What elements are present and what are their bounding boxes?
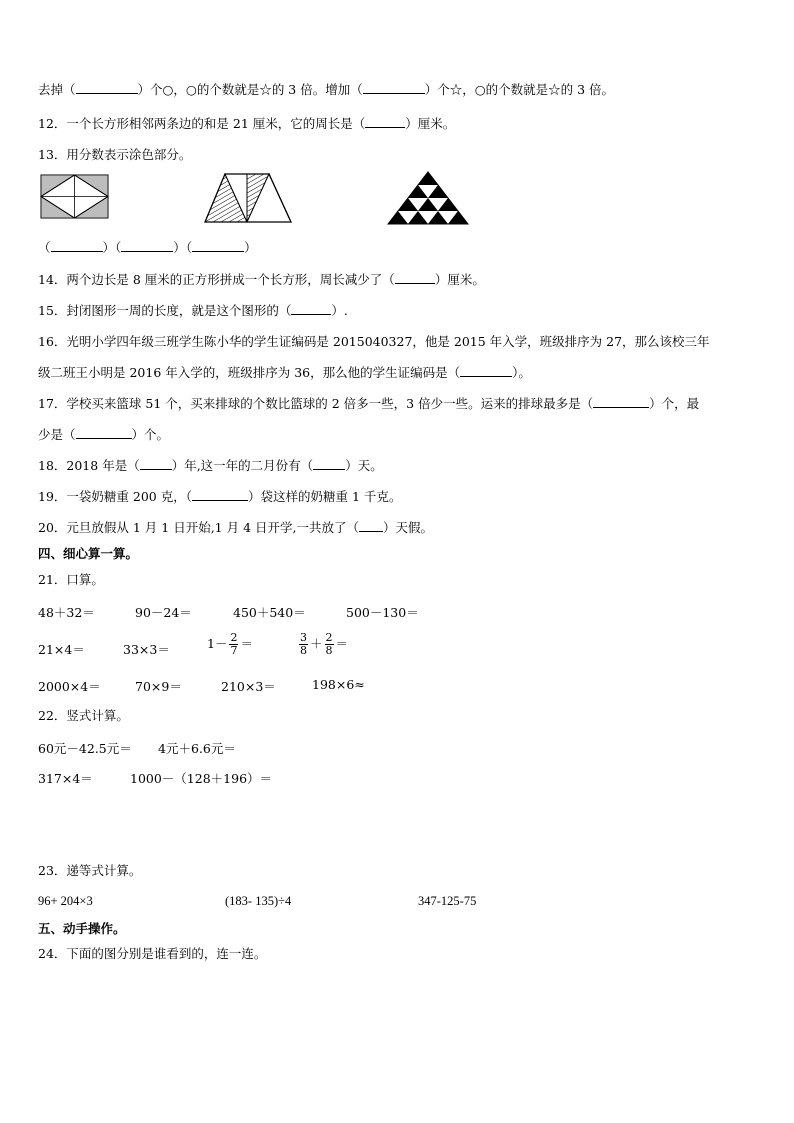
q21-item: 198×6≈ — [312, 677, 365, 692]
answer-blank[interactable] — [76, 82, 138, 94]
answer-blank[interactable] — [460, 365, 512, 377]
answer-blank[interactable] — [365, 116, 405, 128]
answer-blank[interactable] — [121, 240, 173, 252]
section4-title: 四、细心算一算。 — [38, 546, 139, 561]
section5-title: 五、动手操作。 — [38, 921, 126, 936]
answer-blank[interactable] — [192, 240, 244, 252]
answer-blank[interactable] — [359, 520, 383, 532]
q13-answer-line: （ ）（ ）（ ） — [38, 240, 257, 255]
q19-line: 19．一袋奶糖重 200 克，（ ）袋这样的奶糖重 1 千克。 — [38, 489, 402, 504]
q21-fraction-item: $\frac{3}{8}$ ＋ $\frac{2}{8}$ ＝ — [300, 631, 349, 657]
answer-blank[interactable] — [76, 427, 132, 439]
fraction: $\frac{2}{8}$ — [325, 631, 333, 657]
answer-blank[interactable] — [192, 489, 248, 501]
q21-item: 2000×4＝ — [38, 679, 101, 694]
q21-item: 500－130＝ — [346, 605, 419, 620]
q22-title: 22．竖式计算。 — [38, 708, 129, 723]
answer-blank[interactable] — [51, 240, 103, 252]
rectangle-diamond-figure — [40, 174, 110, 220]
q23-item: 96+ 204×3 — [38, 894, 93, 908]
triangle-grid-figure — [386, 170, 470, 226]
q21-item: 21×4＝ — [38, 642, 85, 657]
q21-title: 21．口算。 — [38, 572, 104, 587]
q22-item: 4元＋6.6元＝ — [158, 741, 236, 756]
answer-blank[interactable] — [593, 396, 649, 408]
q17-line2: 少是（ ）个。 — [38, 427, 170, 442]
q21-item: 450＋540＝ — [233, 605, 306, 620]
q24-title: 24．下面的图分别是谁看到的，连一连。 — [38, 946, 267, 961]
q20-line: 20．元旦放假从 1 月 1 日开始,1 月 4 日开学,一共放了（ ）天假。 — [38, 520, 433, 535]
fraction: $\frac{3}{8}$ — [300, 631, 307, 657]
q23-title: 23．递等式计算。 — [38, 863, 142, 878]
q21-item: 48＋32＝ — [38, 605, 95, 620]
answer-blank[interactable] — [291, 303, 331, 315]
q22-item: 1000－（128＋196）＝ — [130, 771, 273, 786]
q22-item: 317×4＝ — [38, 771, 93, 786]
answer-blank[interactable] — [140, 458, 172, 470]
q18-line: 18．2018 年是（ ）年,这一年的二月份有（ ）天。 — [38, 458, 383, 473]
q15-line: 15．封闭图形一周的长度，就是这个图形的（ ）. — [38, 303, 348, 318]
answer-blank[interactable] — [395, 272, 435, 284]
answer-blank[interactable] — [363, 82, 425, 94]
answer-blank[interactable] — [313, 458, 345, 470]
q16-line2: 级二班王小明是 2016 年入学的，班级排序为 36，那么他的学生证编码是（ ）。 — [38, 365, 531, 380]
q21-item: 33×3＝ — [123, 642, 170, 657]
q11-line: 去掉（ ）个○，○的个数就是☆的 3 倍。增加（ ）个☆，○的个数就是☆的 3 倍。 — [38, 82, 615, 97]
q16-line1: 16．光明小学四年级三班学生陈小华的学生证编码是 2015040327，他是 2015 年入学，班级排序为 27，那么该校三年 — [38, 334, 710, 349]
q13-line: 13．用分数表示涂色部分。 — [38, 147, 192, 162]
q21-item: 90－24＝ — [135, 605, 192, 620]
q12-line: 12．一个长方形相邻两条边的和是 21 厘米，它的周长是（ ）厘米。 — [38, 116, 456, 131]
q21-item: 210×3＝ — [221, 679, 276, 694]
trapezoid-hatched-figure — [203, 172, 293, 224]
q14-line: 14．两个边长是 8 厘米的正方形拼成一个长方形，周长减少了（ ）厘米。 — [38, 272, 485, 287]
q21-fraction-item: 1－ $\frac{2}{7}$ ＝ — [207, 631, 253, 657]
q22-item: 60元－42.5元＝ — [38, 741, 132, 756]
q17-line1: 17．学校买来篮球 51 个，买来排球的个数比篮球的 2 倍多一些，3 倍少一些。运来的排球最多是（ ）个，最 — [38, 396, 700, 411]
q23-item: (183- 135)÷4 — [225, 894, 292, 908]
q21-item: 70×9＝ — [135, 679, 182, 694]
fraction: $\frac{2}{7}$ — [230, 631, 238, 657]
q23-item: 347-125-75 — [418, 894, 477, 908]
